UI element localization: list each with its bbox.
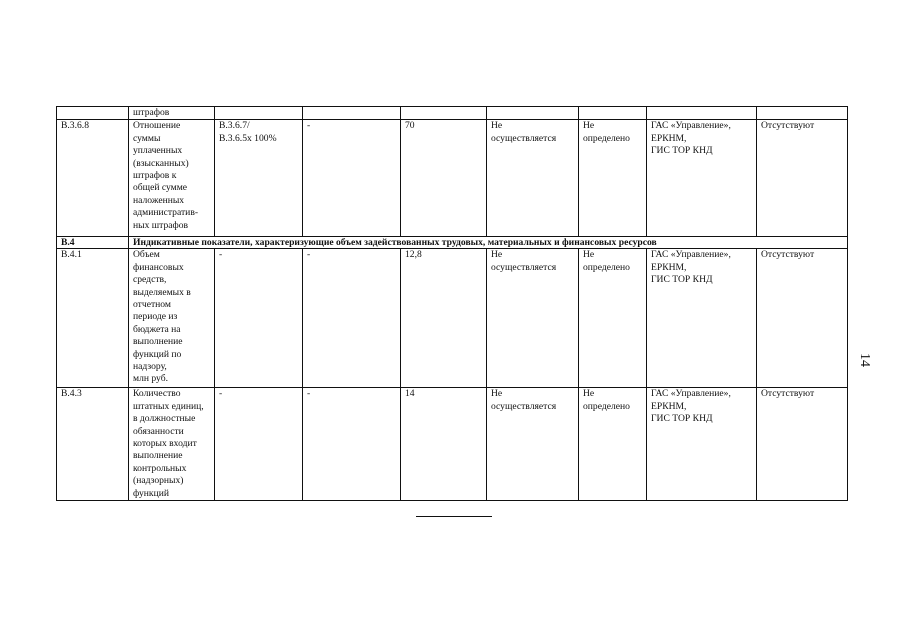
table-cell-col4: - (303, 249, 401, 388)
table-cell-col6 (487, 107, 579, 120)
table-cell-col4: - (303, 388, 401, 501)
table-cell-code: В.4.1 (57, 249, 129, 388)
indicators-table (56, 106, 848, 501)
table-cell-col7: Не определено (579, 249, 647, 388)
table-cell-formula: - (215, 249, 303, 388)
table-row (57, 388, 848, 501)
table-cell-name: Отношение суммы уплаченных (взысканных) штрафов к общей сумме наложенных административ- ных штрафов (129, 120, 215, 237)
table-cell-col6: Не осуществляется (487, 388, 579, 501)
table-cell-value: 14 (401, 388, 487, 501)
table-cell-value (401, 107, 487, 120)
table-cell-value: 12,8 (401, 249, 487, 388)
table-cell-col6: Не осуществляется (487, 120, 579, 237)
table-cell-code (57, 107, 129, 120)
table-cell-col6: Не осуществляется (487, 249, 579, 388)
table-row (57, 107, 848, 120)
table-cell-formula: В.3.6.7/ В.3.6.5х 100% (215, 120, 303, 237)
table-cell-col9 (757, 107, 848, 120)
table-cell-sources: ГАС «Управление», ЕРКНМ, ГИС ТОР КНД (647, 249, 757, 388)
table-cell-code: В.4.3 (57, 388, 129, 501)
table-cell-col9: Отсутствуют (757, 120, 848, 237)
table-cell-sources (647, 107, 757, 120)
table-cell-col4: - (303, 120, 401, 237)
table-cell-formula: - (215, 388, 303, 501)
table-cell-name: Объем финансовых средств, выделяемых в отчетном периоде из бюджета на выполнение функций по надзору, млн руб. (129, 249, 215, 388)
table-cell-sources: ГАС «Управление», ЕРКНМ, ГИС ТОР КНД (647, 120, 757, 237)
table-cell-col7: Не определено (579, 388, 647, 501)
table-row (57, 120, 848, 237)
page-number: 14 (857, 353, 872, 367)
table-cell-code: В.3.6.8 (57, 120, 129, 237)
section-title: Индикативные показатели, характеризующие объем задействованных трудовых, материальных и финансовых ресурсов (129, 237, 848, 249)
table-row (57, 249, 848, 388)
section-code: В.4 (57, 237, 129, 249)
table-cell-col7: Не определено (579, 120, 647, 237)
table-cell-name: штрафов (129, 107, 215, 120)
table-cell-col7 (579, 107, 647, 120)
table-cell-formula (215, 107, 303, 120)
table-cell-col9: Отсутствуют (757, 249, 848, 388)
table-cell-col9: Отсутствуют (757, 388, 848, 501)
section-header-row (57, 237, 848, 249)
table-cell-col4 (303, 107, 401, 120)
table-cell-value: 70 (401, 120, 487, 237)
table-cell-name: Количество штатных единиц, в должностные обязанности которых входит выполнение контрольных (надзорных) функций (129, 388, 215, 501)
footnote-divider (416, 516, 492, 517)
table-cell-sources: ГАС «Управление», ЕРКНМ, ГИС ТОР КНД (647, 388, 757, 501)
